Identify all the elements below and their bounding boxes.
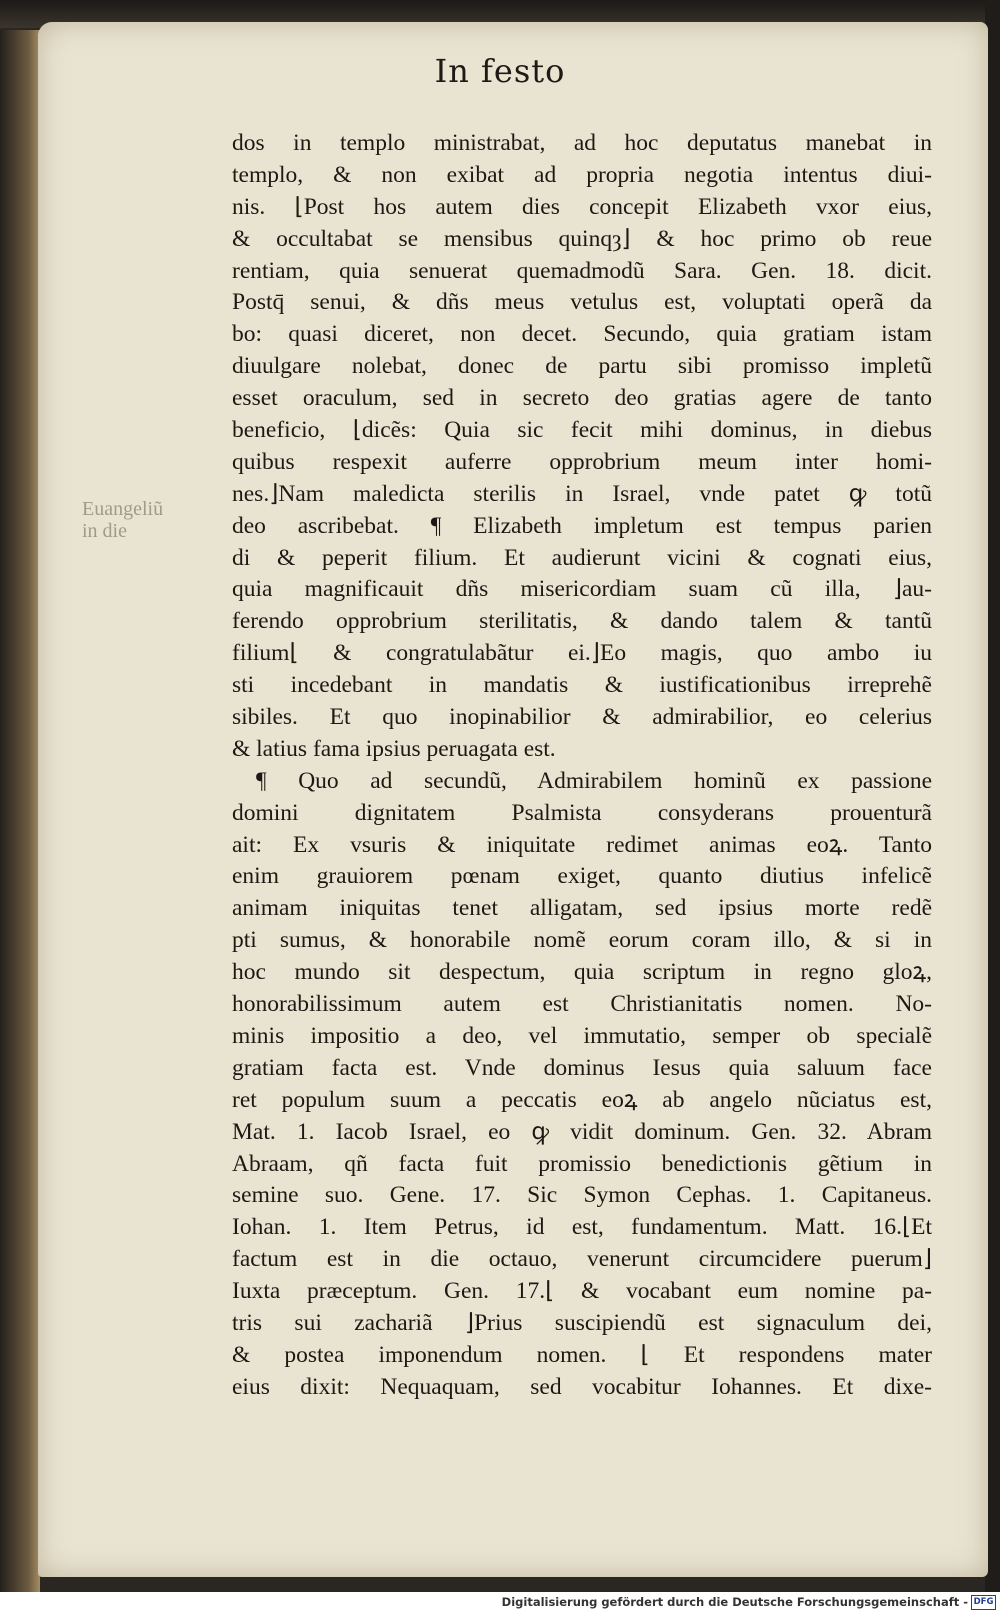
text-line: ret populum suum a peccatis eoꝝ ab angelo nũciatus est, (232, 1086, 932, 1113)
dfg-logo: DFG (971, 1595, 996, 1610)
text-line: tris sui zachariã ⌋Prius suscipiendũ est signaculum dei, (232, 1309, 932, 1336)
text-line: nes.⌋Nam maledicta sterilis in Israel, vnde patet ꝙ totũ (232, 480, 932, 507)
text-line: rentiam, quia senuerat quemadmodũ Sara. Gen. 18. dicit. (232, 257, 932, 284)
marginal-note-line: in die (82, 520, 127, 542)
text-line: & occultabat se mensibus quinqȝ⌋ & hoc primo ob reue (232, 225, 932, 252)
text-line: esset oraculum, sed in secreto deo gratias agere de tanto (232, 385, 932, 412)
text-line: hoc mundo sit despectum, quia scriptum in regno gloꝝ, (232, 959, 932, 986)
text-line: semine suo. Gene. 17. Sic Symon Cephas. 1. Capitaneus. (232, 1182, 932, 1209)
text-line: Abraam, qñ facta fuit promissio benedictionis gẽtium in (232, 1150, 932, 1177)
text-line: Iuxta præceptum. Gen. 17.⌊ & vocabant eum nomine pa- (232, 1278, 932, 1305)
marginal-note-line: Euangeliũ (82, 498, 164, 520)
text-line: & postea imponendum nomen. ⌊ Et respondens mater (232, 1341, 932, 1368)
text-line: di & peperit filium. Et audierunt vicini & cognati eius, (232, 544, 932, 571)
text-line: Iohan. 1. Item Petrus, id est, fundamentum. Matt. 16.⌊Et (232, 1214, 932, 1241)
text-line: eius dixit: Nequaquam, sed vocabitur Iohannes. Et dixe- (232, 1373, 932, 1400)
text-line: quibus respexit auferre opprobrium meum inter homi- (232, 448, 932, 475)
text-line: Mat. 1. Iacob Israel, eo ꝙ vidit dominum. Gen. 32. Abram (232, 1118, 932, 1145)
text-line: domini dignitatem Psalmista consyderans prouenturã (232, 799, 932, 826)
text-line: filium⌊ & congratulabãtur ei.⌋Eo magis, quo ambo iu (232, 640, 932, 667)
text-line: ait: Ex vsuris & iniquitate redimet animas eoꝝ. Tanto (232, 831, 932, 858)
text-line: diuulgare nolebat, donec de partu sibi promisso impletũ (232, 353, 932, 380)
text-line: sibiles. Et quo inopinabilior & admirabilior, eo celerius (232, 704, 932, 731)
funding-credit: Digitalisierung gefördert durch die Deutsche Forschungsgemeinschaft - (501, 1595, 968, 1609)
text-line: honorabilissimum autem est Christianitatis nomen. No- (232, 991, 932, 1018)
text-line: animam iniquitas tenet alligatam, sed ipsius morte redẽ (232, 895, 932, 922)
text-line: minis impositio a deo, vel immutatio, semper ob specialẽ (232, 1022, 932, 1049)
text-line: & latius fama ipsius peruagata est. (232, 735, 556, 762)
footer-bar (0, 1592, 1000, 1615)
text-line: deo ascribebat. ¶ Elizabeth impletum est tempus parien (232, 512, 932, 539)
text-line: nis. ⌊Post hos autem dies concepit Elizabeth vxor eius, (232, 193, 932, 220)
text-line: dos in templo ministrabat, ad hoc deputatus manebat in (232, 130, 932, 156)
text-line: pti sumus, & honorabile nomẽ eorum coram illo, & si in (232, 927, 932, 954)
text-line: factum est in die octauo, venerunt circumcidere puerum⌋ (232, 1246, 932, 1273)
marginal-note (82, 498, 163, 542)
running-head: In festo (434, 52, 566, 90)
text-line: templo, & non exibat ad propria negotia intentus diui- (232, 161, 932, 188)
text-line: enim grauiorem pœnam exiget, quanto diutius infelicẽ (232, 863, 932, 890)
text-line: gratiam facta est. Vnde dominus Iesus quia saluum face (232, 1054, 932, 1081)
text-line: quia magnificauit dñs misericordiam suam cũ illa, ⌋au- (232, 576, 932, 603)
text-line: ferendo opprobrium sterilitatis, & dando talem & tantũ (232, 608, 932, 635)
book-spine-edge (0, 30, 40, 1592)
text-line: bo: quasi diceret, non decet. Secundo, quia gratiam istam (232, 321, 932, 348)
text-line: sti incedebant in mandatis & iustificationibus irreprehẽ (232, 672, 932, 699)
text-line: beneficio, ⌊dicẽs: Quia sic fecit mihi dominus, in diebus (232, 417, 932, 444)
text-line: Postq̄ senui, & dñs meus vetulus est, voluptati operã da (232, 289, 932, 316)
body-text (232, 128, 932, 1404)
text-line: ¶ Quo ad secundũ, Admirabilem hominũ ex passione (256, 767, 932, 794)
